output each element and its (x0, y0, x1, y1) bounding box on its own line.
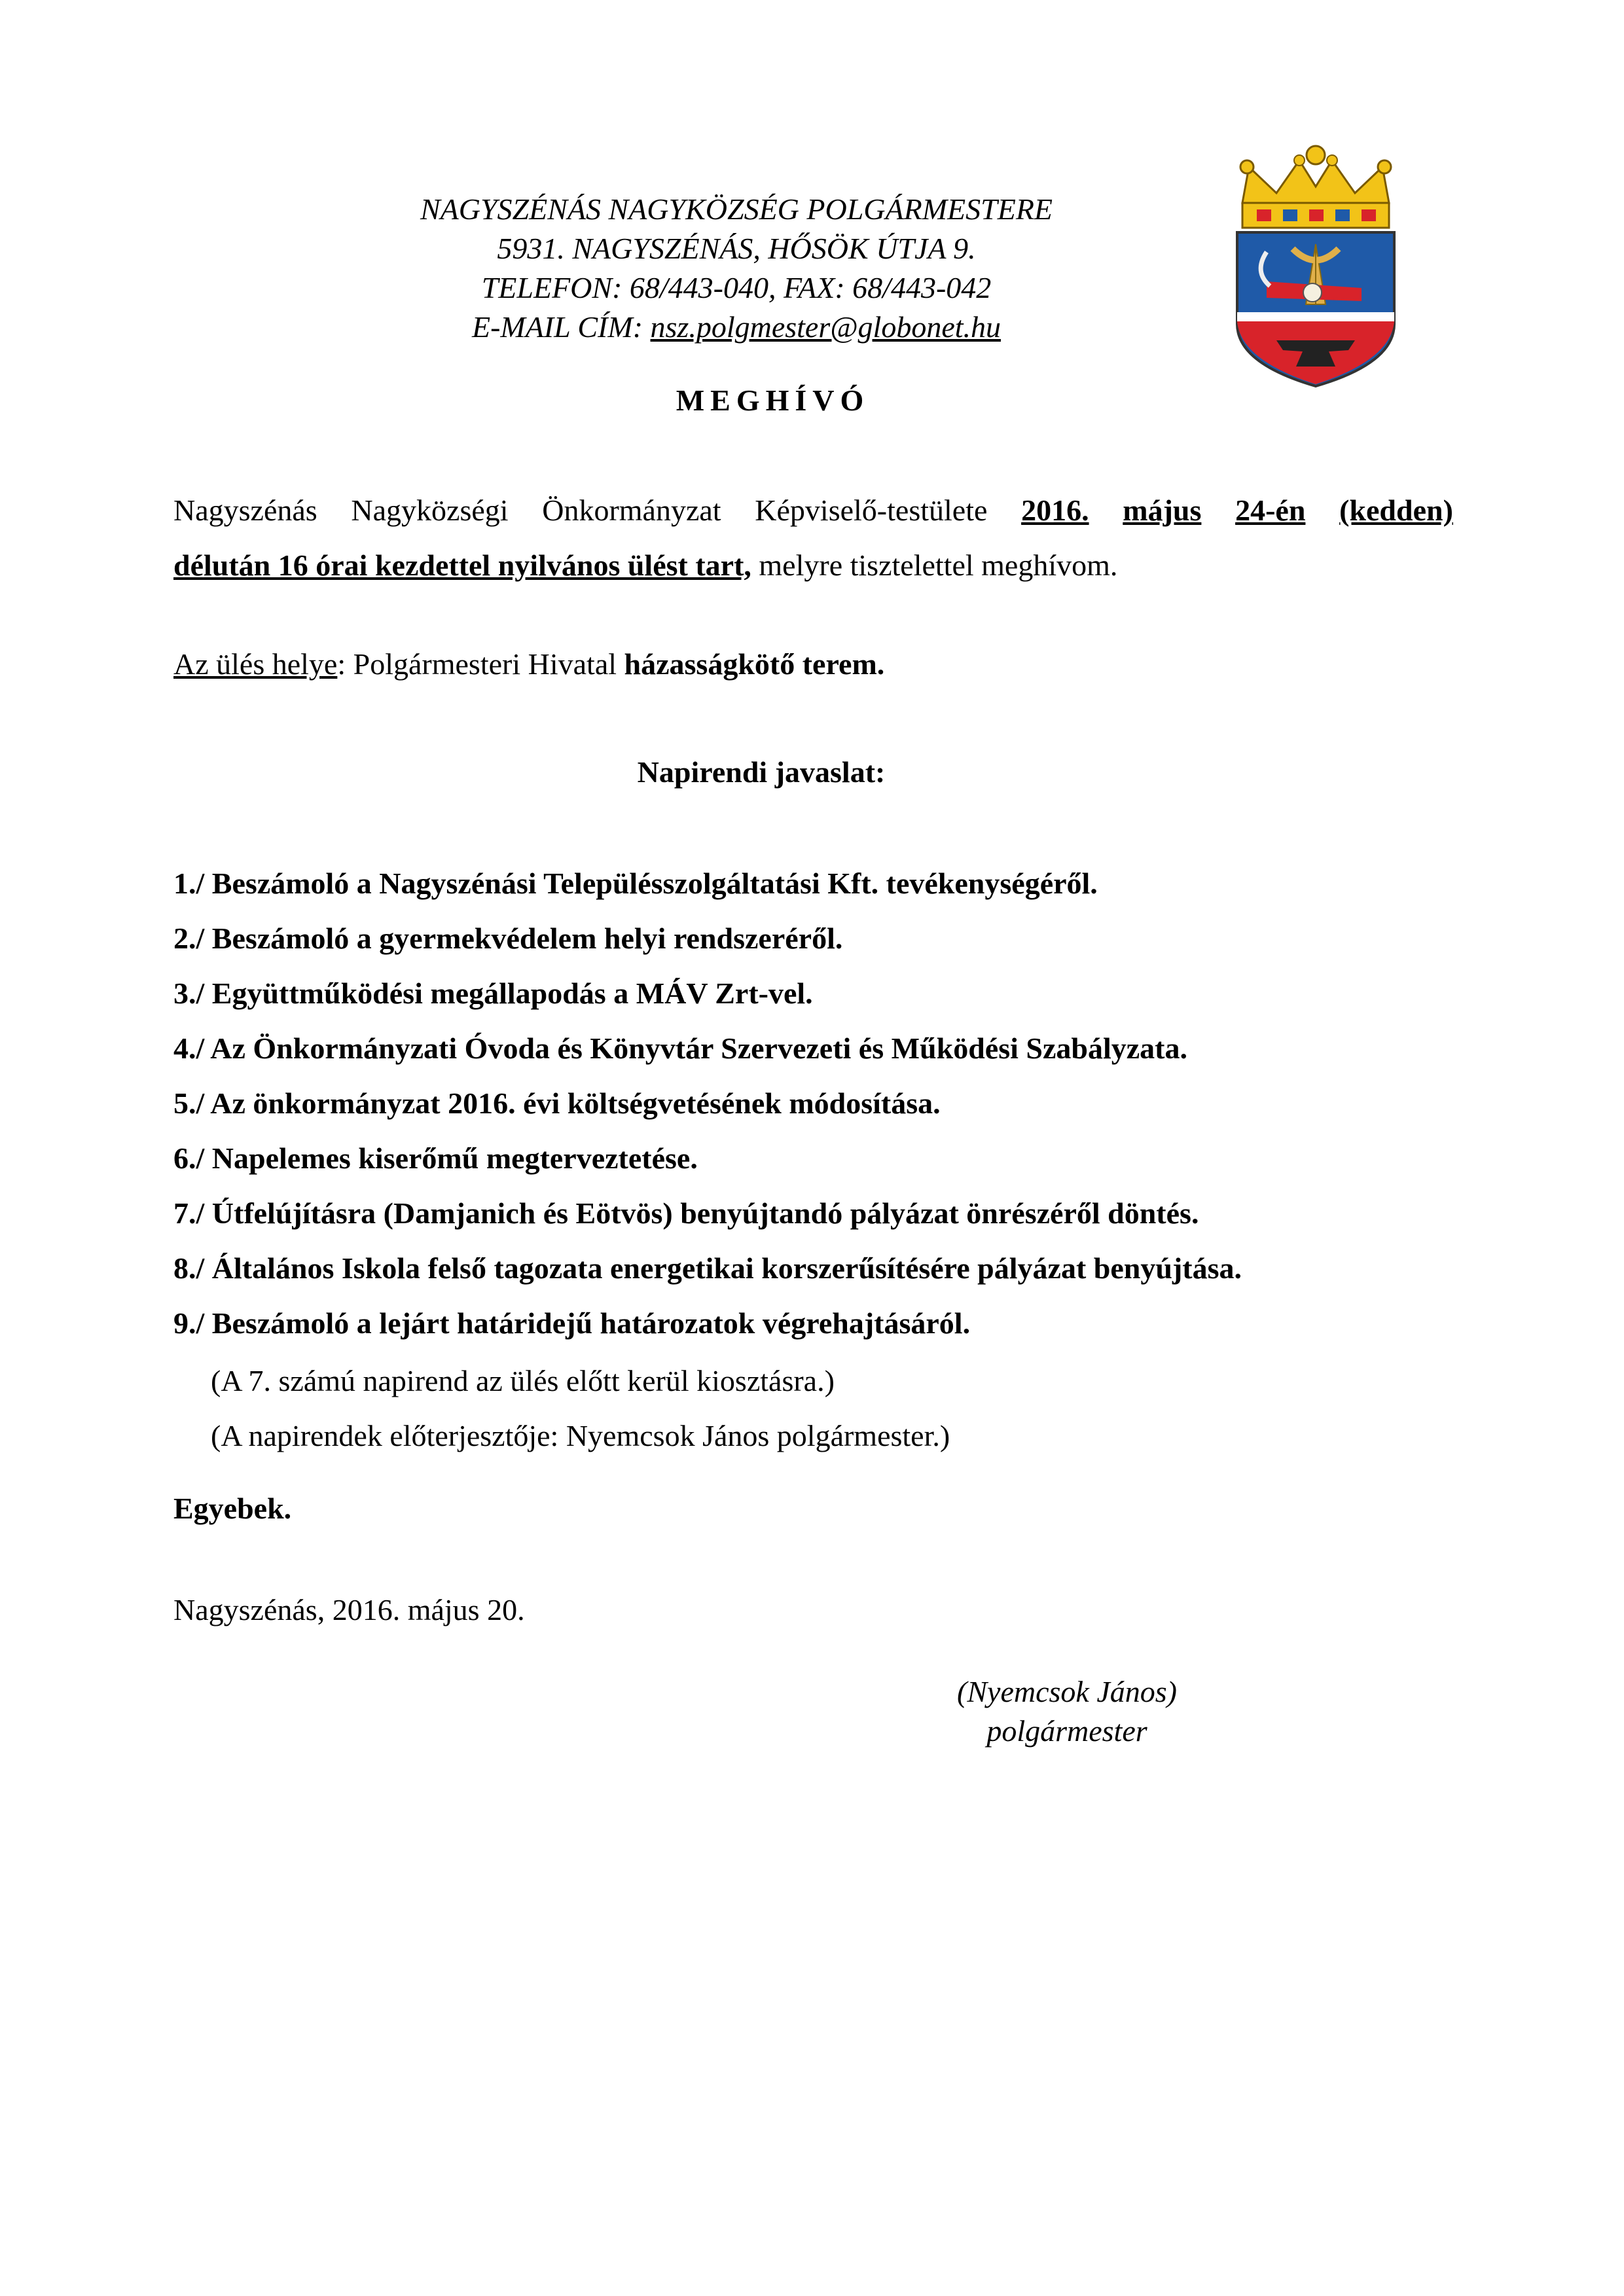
agenda-item: 3./ Együttműködési megállapodás a MÁV Zrt-vel. (173, 977, 813, 1010)
agenda-item: 6./ Napelemes kiserőmű megterveztetése. (173, 1141, 698, 1175)
email-link[interactable]: nsz.polgmester@globonet.hu (650, 310, 1001, 344)
agenda-item: 7./ Útfelújításra (Damjanich és Eötvös) benyújtandó pályázat önrészéről döntés. (173, 1196, 1199, 1230)
agenda-note: (A napirendek előterjesztője: Nyemcsok János polgármester.) (211, 1419, 950, 1452)
letterhead-phone-fax: TELEFON: 68/443-040, FAX: 68/443-042 (481, 271, 992, 304)
agenda-note: (A 7. számú napirend az ülés előtt kerül kiosztásra.) (211, 1364, 835, 1397)
meeting-time-text: délután 16 órai kezdettel nyilvános ülést tart, (173, 548, 751, 582)
signature-block (903, 1672, 1231, 1751)
document-title: MEGHÍVÓ (676, 384, 870, 417)
meeting-date-word: 2016. (1021, 493, 1089, 527)
intro-word: Képviselő-testülete (755, 493, 988, 527)
venue-line (173, 645, 884, 684)
letterhead-email-line (327, 308, 1146, 347)
coat-of-arms-icon (1231, 141, 1401, 389)
intro-line-1 (173, 491, 1453, 530)
signatory-name: (Nyemcsok János) (957, 1675, 1177, 1708)
letterhead-address: 5931. NAGYSZÉNÁS, HŐSÖK ÚTJA 9. (497, 232, 976, 265)
document-date: Nagyszénás, 2016. május 20. (173, 1593, 525, 1626)
intro-word: Nagyközségi (351, 493, 509, 527)
meeting-date-word: 24-én (1235, 493, 1306, 527)
invitation-text: melyre tisztelettel meghívom. (751, 548, 1118, 582)
agenda-item: 9./ Beszámoló a lejárt határidejű határozatok végrehajtásáról. (173, 1306, 971, 1340)
email-label: E-MAIL CÍM: (471, 310, 651, 344)
intro-paragraph (173, 491, 1453, 585)
agenda-notes (211, 1361, 950, 1471)
venue-room: házasságkötő terem. (624, 647, 885, 681)
venue-separator: : (337, 647, 353, 681)
venue-label: Az ülés helye (173, 647, 338, 681)
intro-line-2 (173, 546, 1453, 585)
agenda-title: Napirendi javaslat: (637, 755, 886, 789)
agenda-item: 2./ Beszámoló a gyermekvédelem helyi rendszeréről. (173, 922, 843, 955)
letterhead-office: NAGYSZÉNÁS NAGYKÖZSÉG POLGÁRMESTERE (420, 192, 1053, 226)
intro-word: Önkormányzat (542, 493, 721, 527)
crown-icon (1240, 146, 1391, 228)
meeting-date-word: május (1123, 493, 1202, 527)
agenda-list (173, 864, 1242, 1359)
agenda-item: 4./ Az Önkormányzati Óvoda és Könyvtár Szervezeti és Működési Szabályzata. (173, 1031, 1187, 1065)
intro-word: Nagyszénás (173, 493, 317, 527)
agenda-item: 1./ Beszámoló a Nagyszénási Településszolgáltatási Kft. tevékenységéről. (173, 867, 1098, 900)
misc-item: Egyebek. (173, 1492, 292, 1525)
letterhead (327, 190, 1146, 347)
agenda-item: 8./ Általános Iskola felső tagozata energetikai korszerűsítésére pályázat benyújtása. (173, 1251, 1242, 1285)
meeting-date-word: (kedden) (1339, 493, 1453, 527)
venue-text: Polgármesteri Hivatal (353, 647, 624, 681)
signatory-title: polgármester (986, 1714, 1147, 1748)
agenda-item: 5./ Az önkormányzat 2016. évi költségvetésének módosítása. (173, 1086, 941, 1120)
